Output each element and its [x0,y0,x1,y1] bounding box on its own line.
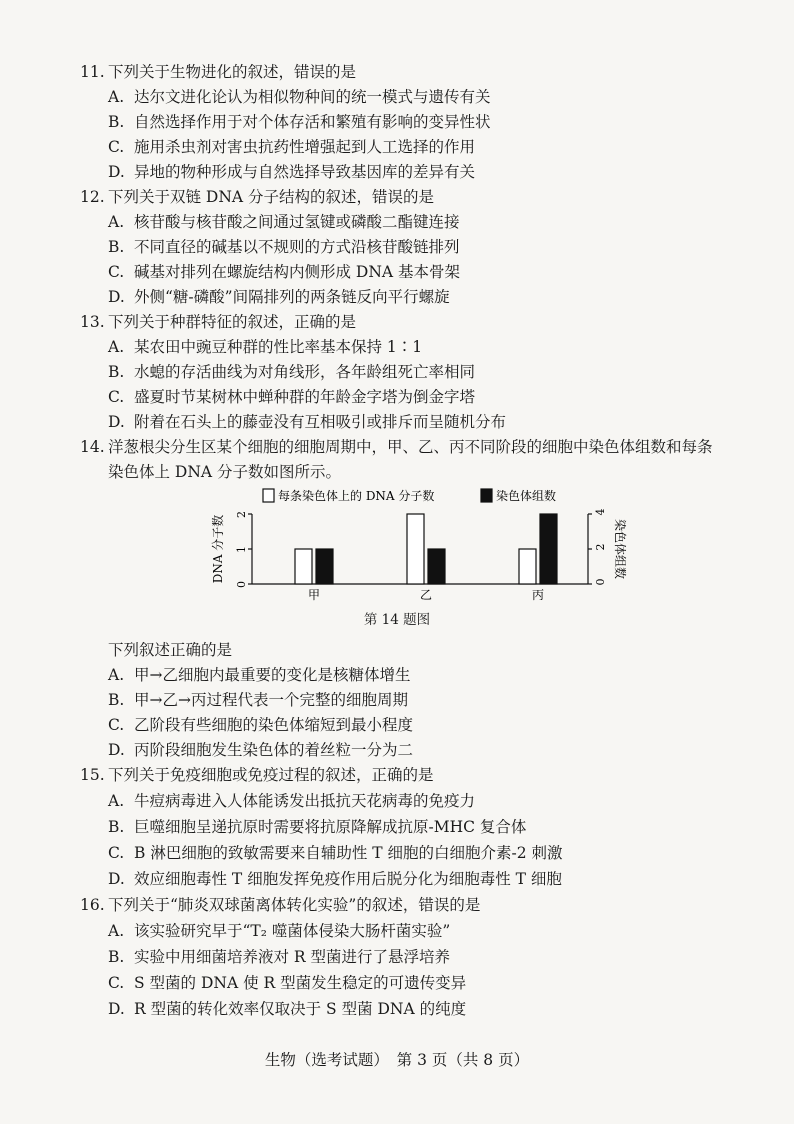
question-12-option-d: D. 外侧“糖-磷酸”间隔排列的两条链反向平行螺旋 [108,288,450,306]
page-footer: 生物（选考试题） 第 3 页（共 8 页） [264,1051,530,1069]
bar-dna-per-chromosome [519,549,536,584]
question-13-option-c: C. 盛夏时节某树林中蝉种群的年龄金字塔为倒金字塔 [108,388,476,406]
question-11-option-b: B. 自然选择作用于对个体存活和繁殖有影响的变异性状 [108,113,491,131]
question-14-lead: 下列叙述正确的是 [108,641,233,659]
x-category-label: 丙 [531,588,545,602]
question-14-option-c: C. 乙阶段有些细胞的染色体缩短到最小程度 [108,716,414,734]
legend-label-chromosome-sets: 染色体组数 [496,489,557,503]
question-14-stem-continued: 染色体上 DNA 分子数如图所示。 [108,463,342,481]
bar-chart [200,484,627,614]
question-16-option-b: B. 实验中用细菌培养液对 R 型菌进行了悬浮培养 [108,948,451,966]
question-15-option-c: C. B 淋巴细胞的致敏需要来自辅助性 T 细胞的白细胞介素-2 刺激 [108,844,563,862]
bar-chromosome-sets [540,514,557,584]
question-16-stem: 16. 下列关于“肺炎双球菌离体转化实验”的叙述，错误的是 [80,896,481,914]
question-11-option-a: A. 达尔文进化论认为相似物种间的统一模式与遗传有关 [108,88,491,106]
question-14-option-d: D. 丙阶段细胞发生染色体的着丝粒一分为二 [108,741,414,759]
question-14-option-a: A. 甲→乙细胞内最重要的变化是核糖体增生 [108,666,411,684]
question-13-option-a: A. 某农田中豌豆种群的性比率基本保持 1∶1 [108,338,423,356]
question-11-option-c: C. 施用杀虫剂对害虫抗药性增强起到人工选择的作用 [108,138,476,156]
y-tick-label-right: 2 [594,543,607,551]
y-tick-label-right: 4 [594,508,607,516]
question-13-option-b: B. 水螅的存活曲线为对角线形，各年龄组死亡率相同 [108,363,476,381]
x-category-label: 甲 [307,588,321,602]
question-15-option-d: D. 效应细胞毒性 T 细胞发挥免疫作用后脱分化为细胞毒性 T 细胞 [108,870,562,888]
bar-chromosome-sets [428,549,445,584]
question-12-stem: 12. 下列关于双链 DNA 分子结构的叙述，错误的是 [80,188,435,206]
question-15-option-b: B. 巨噬细胞呈递抗原时需要将抗原降解成抗原-MHC 复合体 [108,818,527,836]
y-tick-label-left: 0 [235,581,248,588]
figure-caption: 第 14 题图 [363,612,431,628]
question-16-option-d: D. R 型菌的转化效率仅取决于 S 型菌 DNA 的纯度 [108,1000,467,1018]
legend-label-dna: 每条染色体上的 DNA 分子数 [278,489,435,503]
question-11-option-d: D. 异地的物种形成与自然选择导致基因库的差异有关 [108,163,476,181]
y-axis-label-right: 染色体组数 [613,518,627,580]
question-13-option-d: D. 附着在石头上的藤壶没有互相吸引或排斥而呈随机分布 [108,413,507,431]
legend-swatch-chromosome-sets [481,489,492,502]
question-14-stem: 14. 洋葱根尖分生区某个细胞的细胞周期中，甲、乙、丙不同阶段的细胞中染色体组数和每条 [80,438,713,456]
legend-swatch-dna [263,489,274,502]
question-16-option-a: A. 该实验研究早于“T₂ 噬菌体侵染大肠杆菌实验” [108,922,451,940]
question-13-stem: 13. 下列关于种群特征的叙述，正确的是 [80,313,357,331]
question-15-stem: 15. 下列关于免疫细胞或免疫过程的叙述，正确的是 [80,766,434,784]
y-tick-label-left: 2 [235,511,248,518]
question-11-stem: 11. 下列关于生物进化的叙述，错误的是 [80,63,357,81]
question-15-option-a: A. 牛痘病毒进入人体能诱发出抵抗天花病毒的免疫力 [108,792,476,810]
bar-dna-per-chromosome [295,549,312,584]
bar-dna-per-chromosome [407,514,424,584]
question-12-option-a: A. 核苷酸与核苷酸之间通过氢键或磷酸二酯键连接 [108,213,460,231]
y-tick-label-right: 0 [594,578,607,586]
question-14-option-b: B. 甲→乙→丙过程代表一个完整的细胞周期 [108,691,408,709]
question-12-option-c: C. 碱基对排列在螺旋结构内侧形成 DNA 基本骨架 [108,263,461,281]
question-12-option-b: B. 不同直径的碱基以不规则的方式沿核苷酸链排列 [108,238,460,256]
x-category-label: 乙 [419,588,433,602]
y-tick-label-left: 1 [235,546,248,553]
question-16-option-c: C. S 型菌的 DNA 使 R 型菌发生稳定的可遗传变异 [108,974,467,992]
y-axis-label-left: DNA 分子数 [211,514,225,584]
bar-chromosome-sets [316,549,333,584]
